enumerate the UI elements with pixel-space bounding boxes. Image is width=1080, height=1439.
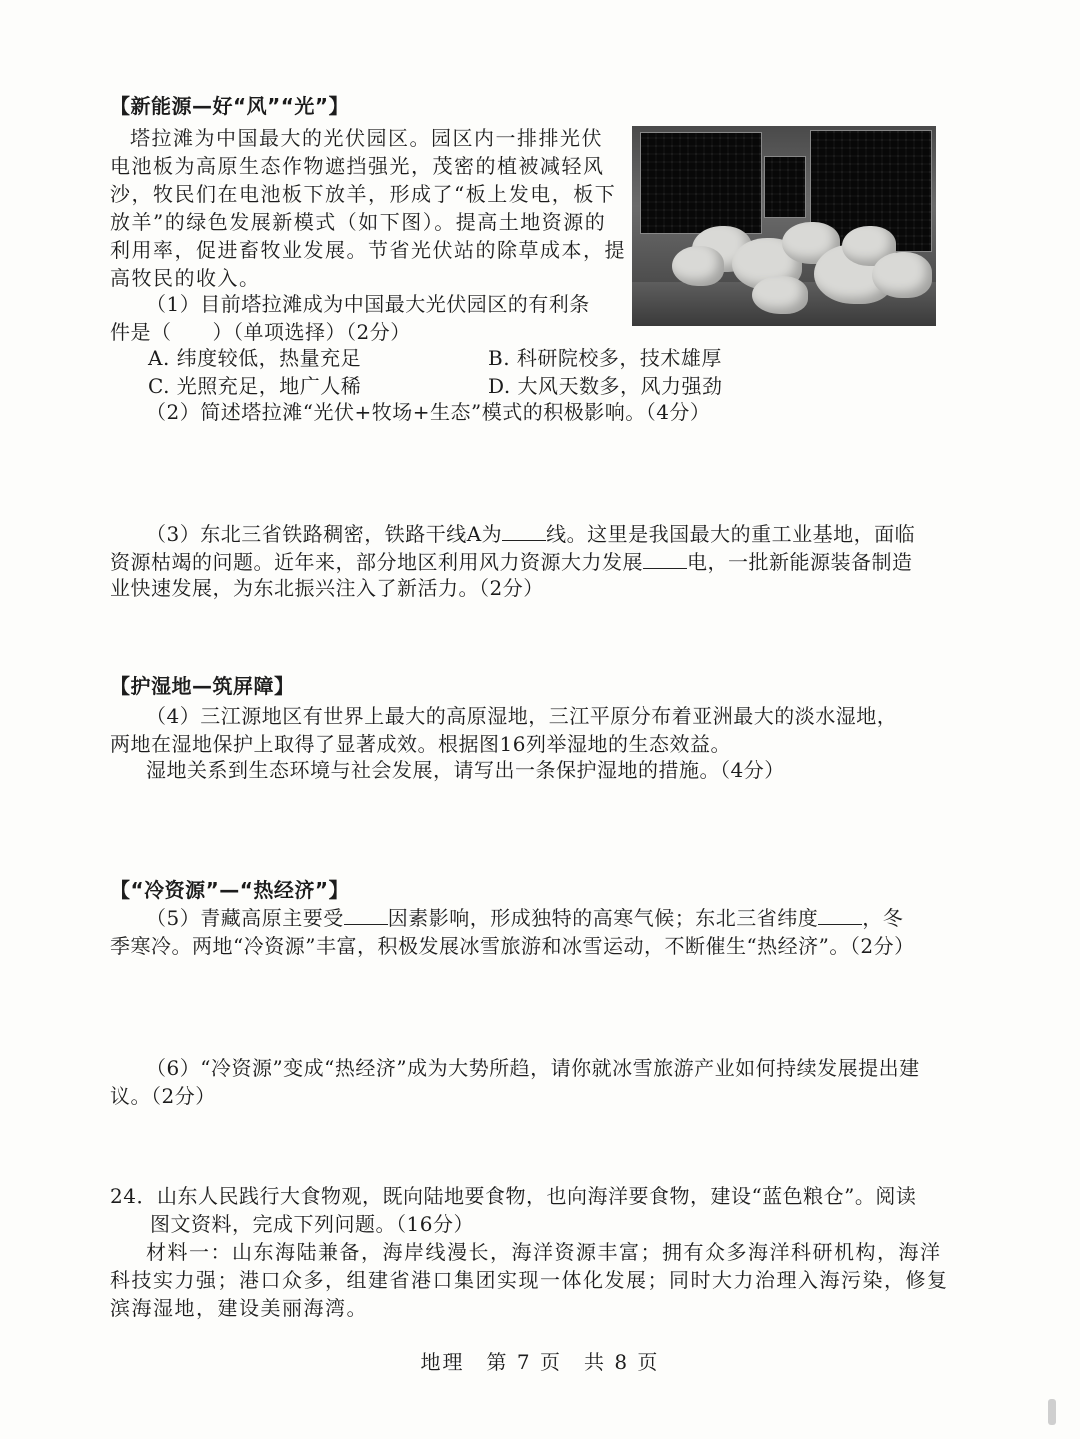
question-24-line: 24．山东人民践行大食物观，既向陆地要食物，也向海洋要食物，建设“蓝色粮仓”。阅读 (110, 1184, 917, 1208)
option-d: D. 大风天数多，风力强劲 (488, 374, 723, 398)
question-3-line: 资源枯竭的问题。近年来，部分地区利用风力资源大力发展 电，一批新能源装备制造 (110, 550, 913, 574)
question-3-line: （3）东北三省铁路稠密，铁路干线A为 线。这里是我国最大的重工业基地，面临 (146, 522, 916, 546)
passage-line: 塔拉滩为中国最大的光伏园区。园区内一排排光伏 (130, 126, 603, 150)
question-1-stem: 件是（ ）（单项选择）（2分） (110, 320, 411, 344)
question-1-stem: （1）目前塔拉滩成为中国最大光伏园区的有利条 (146, 292, 590, 316)
section-title-cold-resource: 【“冷资源”—“热经济”】 (110, 878, 350, 902)
scrollbar-thumb[interactable] (1048, 1399, 1056, 1425)
photovoltaic-sheep-photo (632, 126, 936, 326)
option-a: A. 纬度较低，热量充足 (148, 346, 362, 370)
option-c: C. 光照充足，地广人稀 (148, 374, 362, 398)
answer-blank[interactable] (344, 906, 388, 925)
question-24-line: 图文资料，完成下列问题。（16分） (150, 1212, 474, 1236)
page-footer: 地理 第 7 页 共 8 页 (420, 1350, 660, 1374)
material-1-line: 科技实力强；港口众多，组建省港口集团实现一体化发展；同时大力治理入海污染，修复 (110, 1268, 949, 1292)
answer-blank[interactable] (643, 550, 687, 569)
material-1-line: 材料一：山东海陆兼备，海岸线漫长，海洋资源丰富；拥有众多海洋科研机构，海洋 (146, 1240, 942, 1264)
option-b: B. 科研院校多，技术雄厚 (488, 346, 722, 370)
answer-blank[interactable] (818, 906, 862, 925)
question-2: （2）简述塔拉滩“光伏+牧场+生态”模式的积极影响。（4分） (146, 400, 711, 424)
passage-line: 放羊”的绿色发展新模式（如下图）。提高土地资源的 (110, 210, 607, 234)
question-3-line: 业快速发展，为东北振兴注入了新活力。（2分） (110, 576, 544, 600)
question-4-line: 湿地关系到生态环境与社会发展，请写出一条保护湿地的措施。（4分） (146, 758, 785, 782)
section-title-new-energy: 【新能源—好“风”“光”】 (110, 94, 350, 118)
question-4-line: （4）三江源地区有世界上最大的高原湿地，三江平原分布着亚洲最大的淡水湿地， (146, 704, 898, 728)
question-6-line: 议。（2分） (110, 1084, 216, 1108)
material-1-line: 滨海湿地，建设美丽海湾。 (110, 1296, 368, 1320)
passage-line: 沙，牧民们在电池板下放羊，形成了“板上发电，板下 (110, 182, 617, 206)
passage-line: 利用率，促进畜牧业发展。节省光伏站的除草成本，提 (110, 238, 626, 262)
passage-line: 电池板为高原生态作物遮挡强光，茂密的植被减轻风 (110, 154, 605, 178)
answer-blank[interactable] (502, 522, 546, 541)
section-title-wetland: 【护湿地—筑屏障】 (110, 674, 295, 698)
passage-line: 高牧民的收入。 (110, 266, 261, 290)
question-4-line: 两地在湿地保护上取得了显著成效。根据图16列举湿地的生态效益。 (110, 732, 731, 756)
question-6-line: （6）“冷资源”变成“热经济”成为大势所趋，请你就冰雪旅游产业如何持续发展提出建 (146, 1056, 920, 1080)
question-5-line: （5）青藏高原主要受 因素影响，形成独特的高寒气候；东北三省纬度 ，冬 (146, 906, 904, 930)
question-5-line: 季寒冷。两地“冷资源”丰富，积极发展冰雪旅游和冰雪运动，不断催生“热经济”。（2分） (110, 934, 915, 958)
